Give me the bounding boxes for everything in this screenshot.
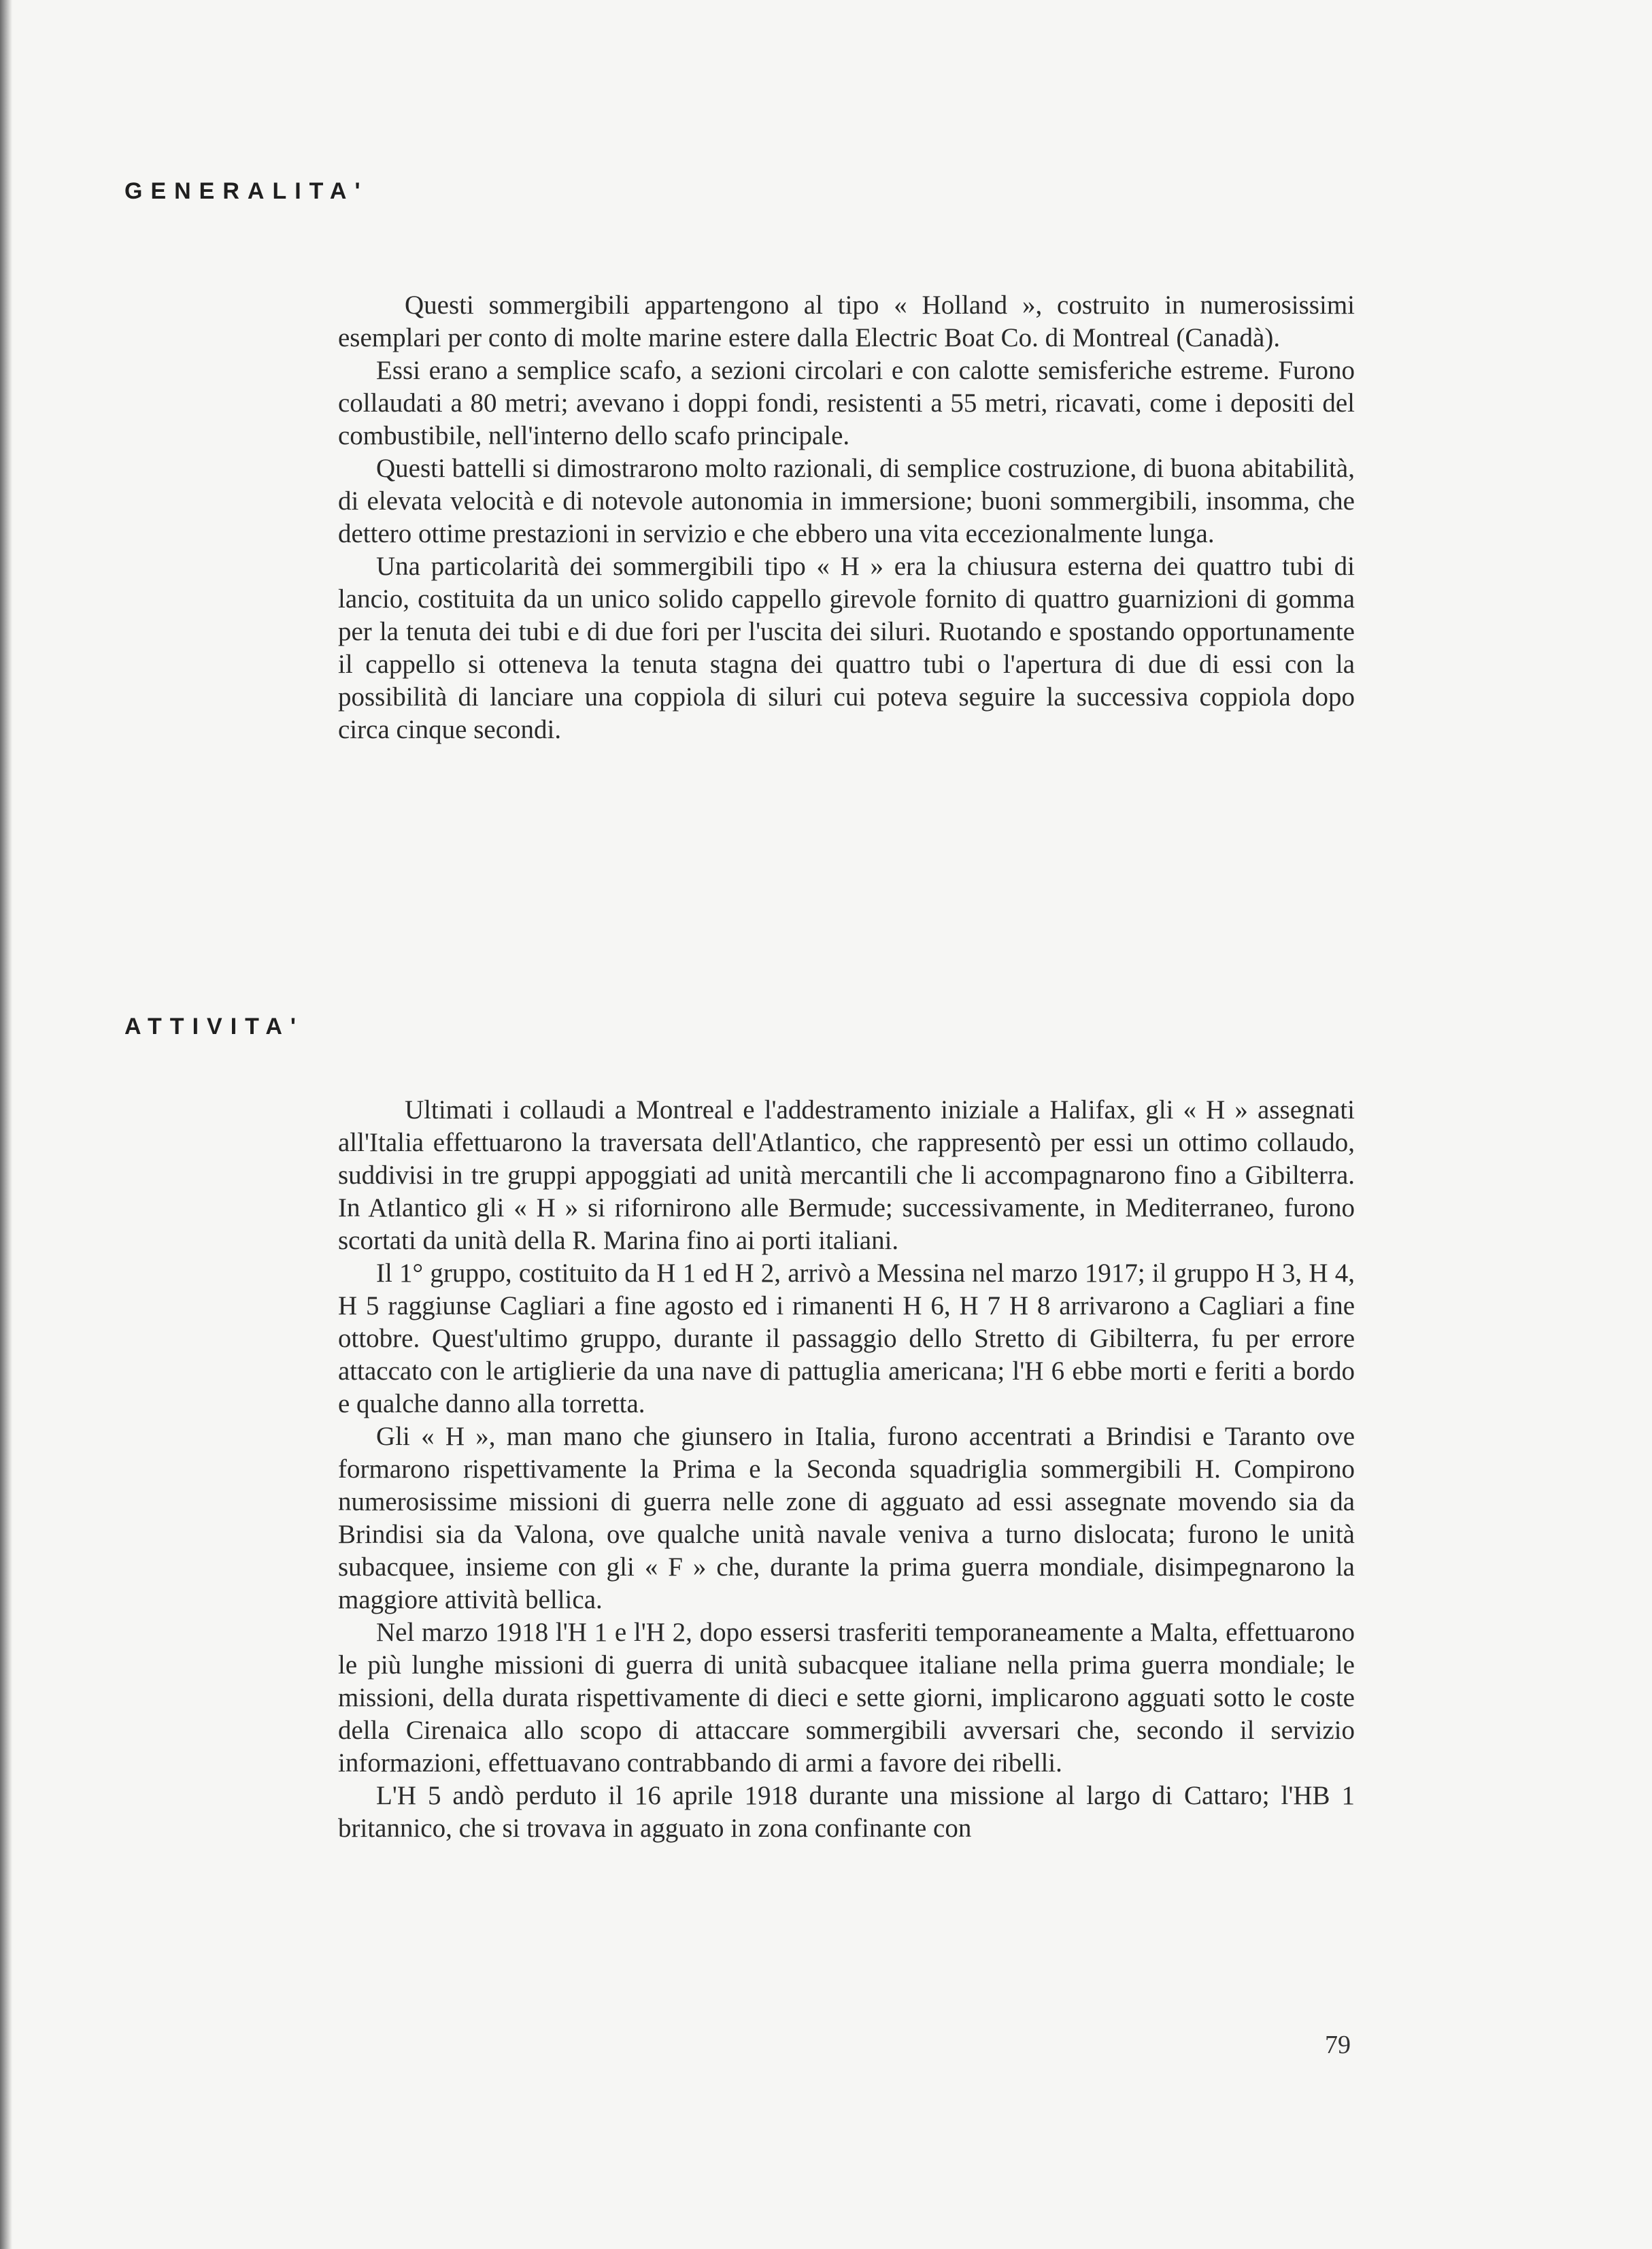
paragraph: Nel marzo 1918 l'H 1 e l'H 2, dopo essersi trasferiti temporaneamente a Malta, effettuarono le più lunghe missioni di guerra di unità subacquee italiane nella prima guerra mondiale; le missioni, della durata rispettivamente di dieci e sette giorni, implicarono agguati sotto le coste della Cirenaica allo scopo di attaccare sommergibili avversari che, secondo il servizio informazioni, effettuavano contrabbando di armi a favore dei ribelli. xyxy=(338,1618,1355,1778)
paragraph: Essi erano a semplice scafo, a sezioni circolari e con calotte semisferiche estreme. Furono collaudati a 80 metri; avevano i doppi fondi, resistenti a 55 metri, ricavati, come i depositi del combustibile, nell'interno dello scafo principale. xyxy=(338,356,1355,450)
paragraph: Il 1° gruppo, costituito da H 1 ed H 2, arrivò a Messina nel marzo 1917; il gruppo H 3, H 4, H 5 raggiunse Cagliari a fine agosto ed i rimanenti H 6, H 7 H 8 arrivarono a Cagliari a fine ottobre. Quest'ultimo gruppo, durante il passaggio dello Stretto di Gibilterra, fu per errore attaccato con le artiglierie da una nave di pattuglia americana; l'H 6 ebbe morti e feriti a bordo e qualche danno alla torretta. xyxy=(338,1259,1355,1418)
page-binding-edge xyxy=(0,0,12,2249)
paragraph: Questi sommergibili appartengono al tipo « Holland », costruito in numerosissimi esemplari per conto di molte marine estere dalla Electric Boat Co. di Montreal (Canadà). xyxy=(338,290,1355,352)
page-number: 79 xyxy=(1325,2031,1351,2059)
section-generalita xyxy=(338,289,1355,746)
section-attivita xyxy=(338,1094,1355,1845)
paragraph: Questi battelli si dimostrarono molto razionali, di semplice costruzione, di buona abitabilità, di elevata velocità e di notevole autonomia in immersione; buoni sommergibili, insomma, che dettero ottime prestazioni in servizio e che ebbero una vita eccezionalmente lunga. xyxy=(338,454,1355,548)
paragraph: Ultimati i collaudi a Montreal e l'addestramento iniziale a Halifax, gli « H » assegnati all'Italia effettuarono la traversata dell'Atlantico, che rappresentò per essi un ottimo collaudo, suddivisi in tre gruppi appoggiati ad unità mercantili che li accompagnarono fino a Gibilterra. In Atlantico gli « H » si rifornirono alle Bermude; successivamente, in Mediterraneo, furono scortati da unità della R. Marina fino ai porti italiani. xyxy=(338,1095,1355,1255)
heading-generalita: GENERALITA' xyxy=(124,178,369,204)
paragraph: L'H 5 andò perduto il 16 aprile 1918 durante una missione al largo di Cattaro; l'HB 1 britannico, che si trovava in agguato in zona confinante con xyxy=(338,1781,1355,1843)
paragraph: Una particolarità dei sommergibili tipo « H » era la chiusura esterna dei quattro tubi di lancio, costituita da un unico solido cappello girevole fornito di quattro guarnizioni di gomma per la tenuta dei tubi e di due fori per l'uscita dei siluri. Ruotando e spostando opportunamente il cappello si otteneva la tenuta stagna dei quattro tubi o l'apertura di due di essi con la possibilità di lanciare una coppiola di siluri cui poteva seguire la successiva coppiola dopo circa cinque secondi. xyxy=(338,552,1355,744)
paragraph: Gli « H », man mano che giunsero in Italia, furono accentrati a Brindisi e Taranto ove formarono rispettivamente la Prima e la Seconda squadriglia sommergibili H. Compirono numerosissime missioni di guerra nelle zone di agguato ad essi assegnate movendo sia da Brindisi sia da Valona, ove qualche unità navale veniva a turno dislocata; furono le unità subacquee, insieme con gli « F » che, durante la prima guerra mondiale, disimpegnarono la maggiore attività bellica. xyxy=(338,1422,1355,1614)
heading-attivita: ATTIVITA' xyxy=(124,1014,305,1039)
